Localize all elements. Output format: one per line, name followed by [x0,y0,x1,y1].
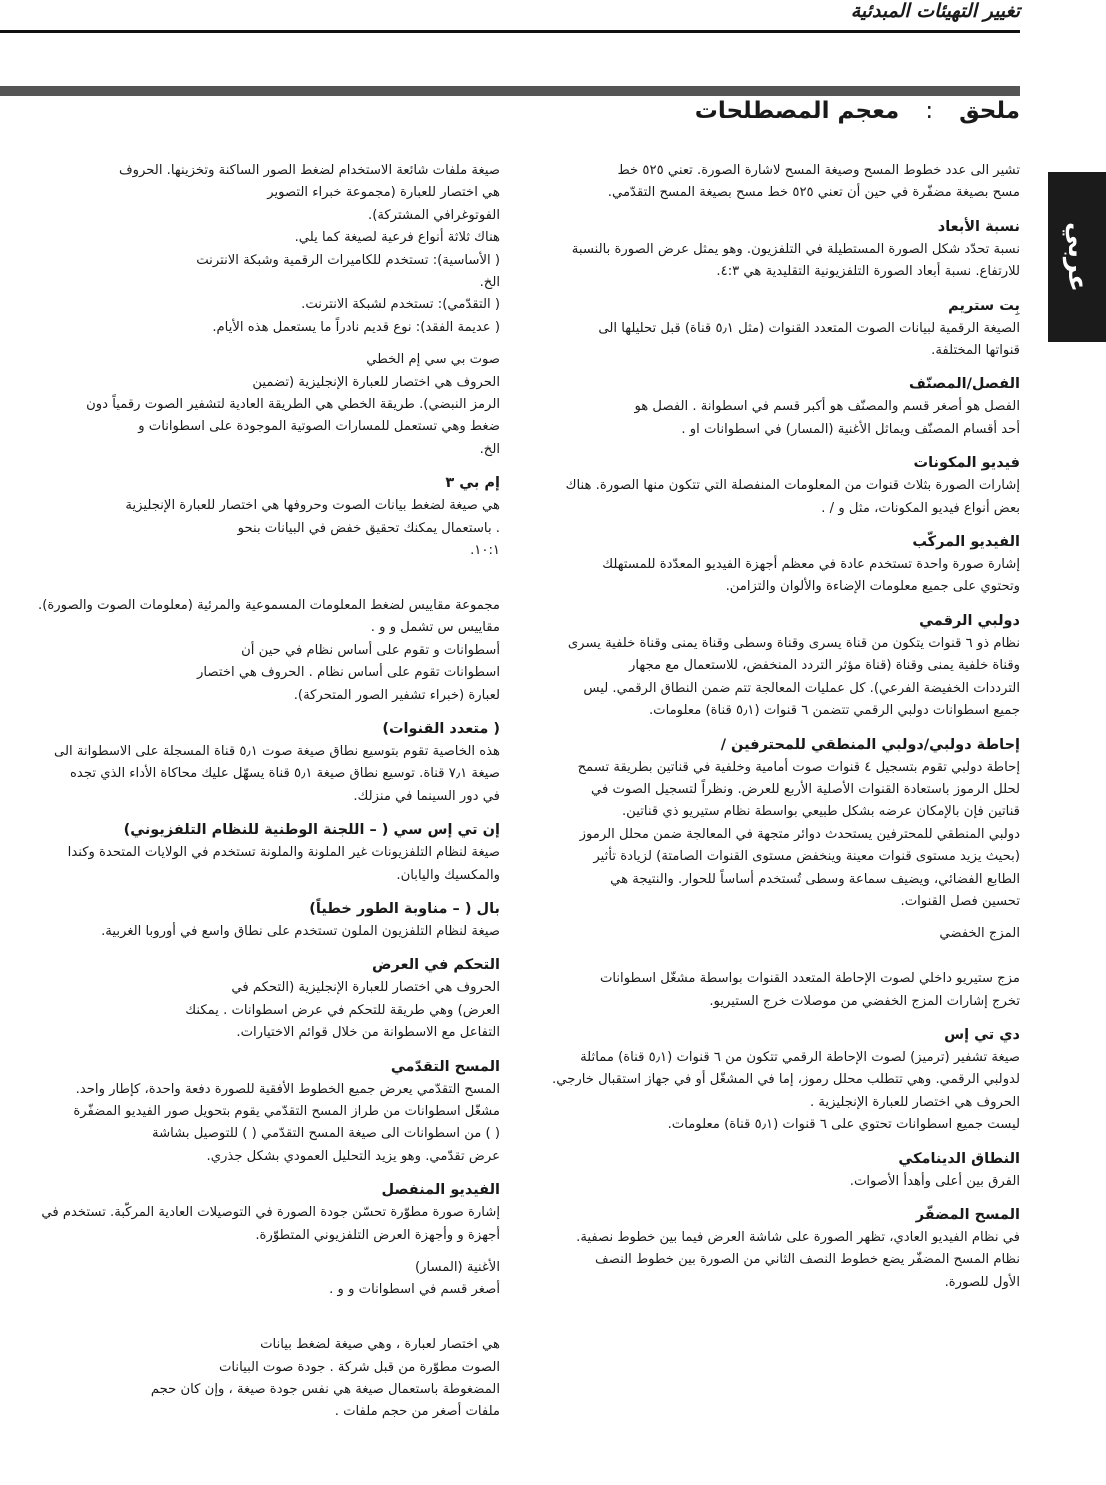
glossary-line: صيغة ٧٫١ قناة. توسيع نطاق صيغة ٥٫١ قناة يسهّل عليك محاكاة الأداء الذي تجده [69,766,500,782]
glossary-line: الصيغة الرقمية لبيانات الصوت المتعدد القنوات (مثل ٥٫١ قناة) قبل تحليلها الى [598,320,1020,336]
glossary-term: بال ( – مناوبة الطور خطياً) [309,900,500,917]
glossary-entry [8,1178,500,1247]
glossary-entry [8,953,500,1044]
glossary-line: المضغوطة باستعمال صيغة هي نفس جودة صيغة ، وإن كان حجم [150,1382,500,1398]
glossary-line: هي اختصار للعبارة (مجموعة خبراء التصوير [267,185,500,201]
glossary-entry [8,897,500,943]
glossary-line: أحد أقسام المصنّف ويماثل الأغنية (المسار) في اسطوانات او . [681,421,1020,437]
glossary-line: أصغر قسم في اسطوانات و و . [329,1282,500,1298]
glossary-line: الأول للصورة. [944,1274,1020,1290]
glossary-line: الخ. [479,275,500,291]
glossary-line: الحروف هي اختصار للعبارة الإنجليزية (التحكم في [231,980,500,996]
glossary-line: صيغة لنظام التلفزيونات غير الملونة والملونة تستخدم في الولايات المتحدة وكندا [67,845,500,861]
glossary-line: لعبارة (خبراء تشفير الصور المتحركة). [293,687,500,703]
glossary-line: الحروف هي اختصار للعبارة الإنجليزية (تضمين [252,374,500,390]
glossary-line: صيغة لنظام التلفزيون الملون تستخدم على نطاق واسع في أوروبا الغربية. [101,923,500,939]
section-bar [0,86,1020,96]
glossary-line: تشير الى عدد خطوط المسح وصيغة المسح لاشارة الصورة. تعني ٥٢٥ خط [617,163,1020,178]
glossary-line: دولبي المنطقي للمحترفين يستحدث دوائر متجهة في المعالجة ضمن محلل الرموز [579,826,1020,842]
appendix-heading [695,98,1020,124]
glossary-line: أجهزة و وأجهزة العرض التلفزيوني المتطوّرة. [255,1227,500,1243]
glossary-line: الفرق بين أعلى وأهدأ الأصوات. [849,1173,1020,1189]
glossary-line: . باستعمال يمكنك تحقيق خفض في البيانات بنحو [237,520,500,536]
glossary-term: فيديو المكونات [913,455,1020,472]
glossary-entry [8,1312,500,1424]
glossary-line: ( التقدّمي): تستخدم لشبكة الانترنت. [301,297,500,313]
glossary-term: الأغنية (المسار) [414,1260,500,1276]
glossary-line: الفوتوغرافي المشتركة). [368,207,500,223]
glossary-entry [526,923,1020,1013]
glossary-entry [526,215,1020,284]
glossary-intro [526,160,1020,205]
glossary-entry [8,818,500,887]
language-tab [1048,172,1106,342]
glossary-line: الترددات الخفيضة الفرعي). كل عمليات المعالجة تتم ضمن النطاق الرقمي. ليس [583,680,1020,696]
glossary-term: المزج الخفضي [939,926,1020,942]
glossary-term: إم بي ٣ [445,475,500,492]
glossary-line: الحروف هي اختصار للعبارة الإنجليزية . [810,1094,1020,1110]
glossary-term: التحكم في العرض [372,957,500,974]
glossary-term: الفيديو المركّب [912,534,1020,551]
glossary-entry [526,451,1020,520]
header-rule [0,30,1020,33]
glossary-left-column [8,160,500,1434]
glossary-term: إحاطة دولبي/دولبي المنطقي للمحترفين / [720,736,1020,753]
glossary-line: للارتفاع. نسبة أبعاد الصورة التلفزيونية التقليدية هي ٤:٣. [716,264,1020,280]
glossary-line: تخرج إشارات المزج الخفضي من موصلات خرج الستيريو. [709,993,1020,1009]
glossary-term: الفصل/المصنّف [909,376,1020,393]
glossary-line: مقاييس س تشمل و و . [370,620,500,636]
glossary-line: تحسين فصل القنوات. [900,893,1020,909]
glossary-entry [526,372,1020,441]
glossary-line: إشارة صورة مطوّرة تحسّن جودة الصورة في التوصيلات العادية المركّبة. تستخدم في [41,1205,500,1221]
glossary-line: مسح بصيغة مضفّرة في حين أن تعني ٥٢٥ خط مسح بصيغة المسح التقدّمي. [607,185,1020,201]
glossary-line: هي اختصار لعبارة ، وهي صيغة لضغط بيانات [260,1337,500,1353]
appendix-title: معجم المصطلحات [694,98,900,124]
glossary-line: أسطوانات و تقوم على أساس نظام في حين أن [241,642,500,658]
glossary-line: هي صيغة لضغط بيانات الصوت وحروفها هي اختصار للعبارة الإنجليزية [125,498,500,514]
glossary-entry [8,573,500,707]
glossary-entry [526,294,1020,363]
glossary-line: صوت بي سي إم الخطي [366,352,500,368]
glossary-entry [8,471,500,562]
glossary-entry [8,349,500,461]
glossary-line: الطابع الفضائي، ويضيف سماعة وسطى تُستخدم أساساً للحوار. والنتيجة هي [610,871,1020,887]
glossary-line [8,573,500,595]
glossary-line: مزج ستيريو داخلي لصوت الإحاطة المتعدد القنوات بواسطة مشغّل اسطوانات [599,971,1020,987]
glossary-line: هذه الخاصية تقوم بتوسيع نطاق صيغة صوت ٥٫١ قناة المسجلة على الاسطوانة الى [53,743,500,759]
glossary-line: هناك ثلاثة أنواع فرعية لصيغة كما يلي. [294,230,500,246]
glossary-line: لدولبي الرقمي. وهي تتطلب محلل رموز، إما في المشغّل أو في جهاز استقبال خارجي. [552,1072,1020,1088]
glossary-line: نسبة تحدّد شكل الصورة المستطيلة في التلفزيون. وهو يمثل عرض الصورة بالنسبة [571,241,1020,257]
glossary-line: المسح التقدّمي يعرض جميع الخطوط الأفقية للصورة دفعة واحدة، كإطار واحد. [75,1081,500,1097]
glossary-line: وتحتوي على جميع معلومات الإضاءة والألوان والتزامن. [725,579,1020,595]
glossary-line: ١٠:١. [470,543,500,559]
glossary-line: الخ. [479,441,500,457]
glossary-line: إشارات الصورة بثلاث قنوات من المعلومات المنفصلة التي تتكون منها الصورة. هناك [565,478,1020,494]
glossary-line: ملفات أصغر من حجم ملفات . [334,1404,500,1420]
glossary-line: ضغط وهي تستعمل للمسارات الصوتية الموجودة على اسطوانات و [138,419,500,435]
heading-separator: : [925,98,934,124]
glossary-line: إحاطة دولبي تقوم بتسجيل ٤ قنوات صوت أمامية وخلفية في قناتين بطريقة تسمح [577,759,1020,775]
glossary-term: بِت ستريم [948,297,1020,314]
glossary-entry [526,609,1020,723]
glossary-line: الرمز النبضي). طريقة الخطي هي الطريقة العادية لتشفير الصوت رقمياً دون [86,397,500,413]
glossary-entry [8,1257,500,1302]
glossary-line: صيغة ملفات شائعة الاستخدام لضغط الصور الساكنة وتخزينها. الحروف [118,163,500,178]
glossary-line: نظام ذو ٦ قنوات يتكون من قناة يسرى وقناة وسطى وقناة يمنى وقناة خلفية يسرى [567,635,1020,651]
glossary-line: والمكسيك واليابان. [396,867,500,883]
glossary-line: ( ) من اسطوانات الى صيغة المسح التقدّمي ( ) للتوصيل بشاشة [152,1126,500,1142]
glossary-term: إن تي إس سي ( – اللجنة الوطنية للنظام التلفزيوني) [123,822,500,839]
glossary-line: جميع اسطوانات دولبي الرقمي تتضمن ٦ قنوات (٥٫١ قناة) معلومات. [648,703,1020,719]
glossary-line: مجموعة مقاييس لضغط المعلومات المسموعية والمرئية (معلومات الصوت والصورة). [38,597,500,613]
glossary-entry [526,1203,1020,1294]
glossary-line: صيغة تشفير (ترميز) لصوت الإحاطة الرقمي تتكون من ٦ قنوات (٥٫١ قناة) مماثلة [580,1049,1020,1065]
glossary-line: ( عديمة الفقد): نوع قديم نادراً ما يستعمل هذه الأيام. [212,319,500,335]
glossary-line: مشغّل اسطوانات من طراز المسح التقدّمي يقوم بتحويل صور الفيديو المضفّرة [73,1104,500,1119]
glossary-line: الفصل هو أصغر قسم والمصنّف هو أكبر قسم في اسطوانة . الفصل هو [634,399,1020,415]
glossary-term: ( متعدد القنوات) [382,720,500,737]
glossary-line: في دور السينما في منزلك. [353,788,500,804]
glossary-line: عرض تقدّمي. وهو يزيد التحليل العمودي بشكل جذري. [206,1148,500,1164]
glossary-right-column [526,160,1020,1304]
glossary-line: الصوت مطوّرة من قبل شركة . جودة صوت البيانات [218,1359,500,1375]
glossary-entry [8,160,500,339]
glossary-line: العرض) وهي طريقة للتحكم في عرض اسطوانات . يمكنك [185,1002,500,1018]
glossary-line: اسطوانات تقوم على أساس نظام . الحروف هي اختصار [197,665,500,681]
glossary-term: المسح المضفّر [915,1207,1020,1223]
glossary-line: قنواتها المختلفة. [931,343,1020,359]
glossary-entry [526,530,1020,599]
glossary-entry [8,1055,500,1169]
glossary-term: النطاق الدينامكي [898,1150,1020,1167]
glossary-line: إشارة صورة واحدة تستخدم عادة في معظم أجهزة الفيديو المعدّدة للمستهلك [602,557,1020,573]
glossary-term: الفيديو المنفصل [381,1182,500,1199]
glossary-line: في نظام الفيديو العادي، تظهر الصورة على شاشة العرض فيما بين خطوط نصفية. [576,1230,1020,1245]
appendix-label: ملحق [959,98,1020,124]
glossary-line: ليست جميع اسطوانات تحتوي على ٦ قنوات (٥٫١ قناة) معلومات. [667,1117,1020,1133]
glossary-line [8,1312,500,1334]
glossary-line: ( الأساسية): تستخدم للكاميرات الرقمية وشبكة الانترنت [196,252,500,268]
glossary-line: وقناة خلفية يمنى وقناة (قناة مؤثر التردد المنخفض، للاستعمال مع مجهار [629,658,1020,674]
glossary-term: المسح التقدّمي [390,1058,500,1075]
glossary-line: قناتين فإن بالإمكان عرضه بشكل طبيعي بواسطة نظام ستيريو ذي قناتين. [621,804,1020,820]
glossary-term: دي تي إس [944,1026,1020,1043]
glossary-line: نظام المسح المضفّر يضع خطوط النصف الثاني من الصورة بين خطوط النصف [595,1252,1020,1268]
glossary-line: (بحيث يزيد مستوى قنوات معينة وينخفض مستوى القنوات الصامتة) لزيادة تأثير [593,849,1020,865]
glossary-entry [526,1147,1020,1193]
glossary-line: بعض أنواع فيديو المكونات، مثل و / . [821,500,1020,516]
glossary-entry [526,733,1020,914]
running-title: تغيير التهيئات المبدئية [850,0,1020,22]
glossary-entry [8,717,500,808]
glossary-line: التفاعل مع الاسطوانة من خلال قوائم الاختيارات. [236,1025,500,1041]
glossary-term: دولبي الرقمي [919,612,1020,629]
glossary-line: لحلل الرموز باستعادة القنوات الأصلية الأربع للعرض. ونظراً لتسجيل الصوت في [591,781,1020,797]
glossary-entry [526,1023,1020,1137]
glossary-term: نسبة الأبعاد [937,218,1020,235]
language-tab-label: عربي [1062,221,1093,293]
glossary-line [526,946,1020,968]
